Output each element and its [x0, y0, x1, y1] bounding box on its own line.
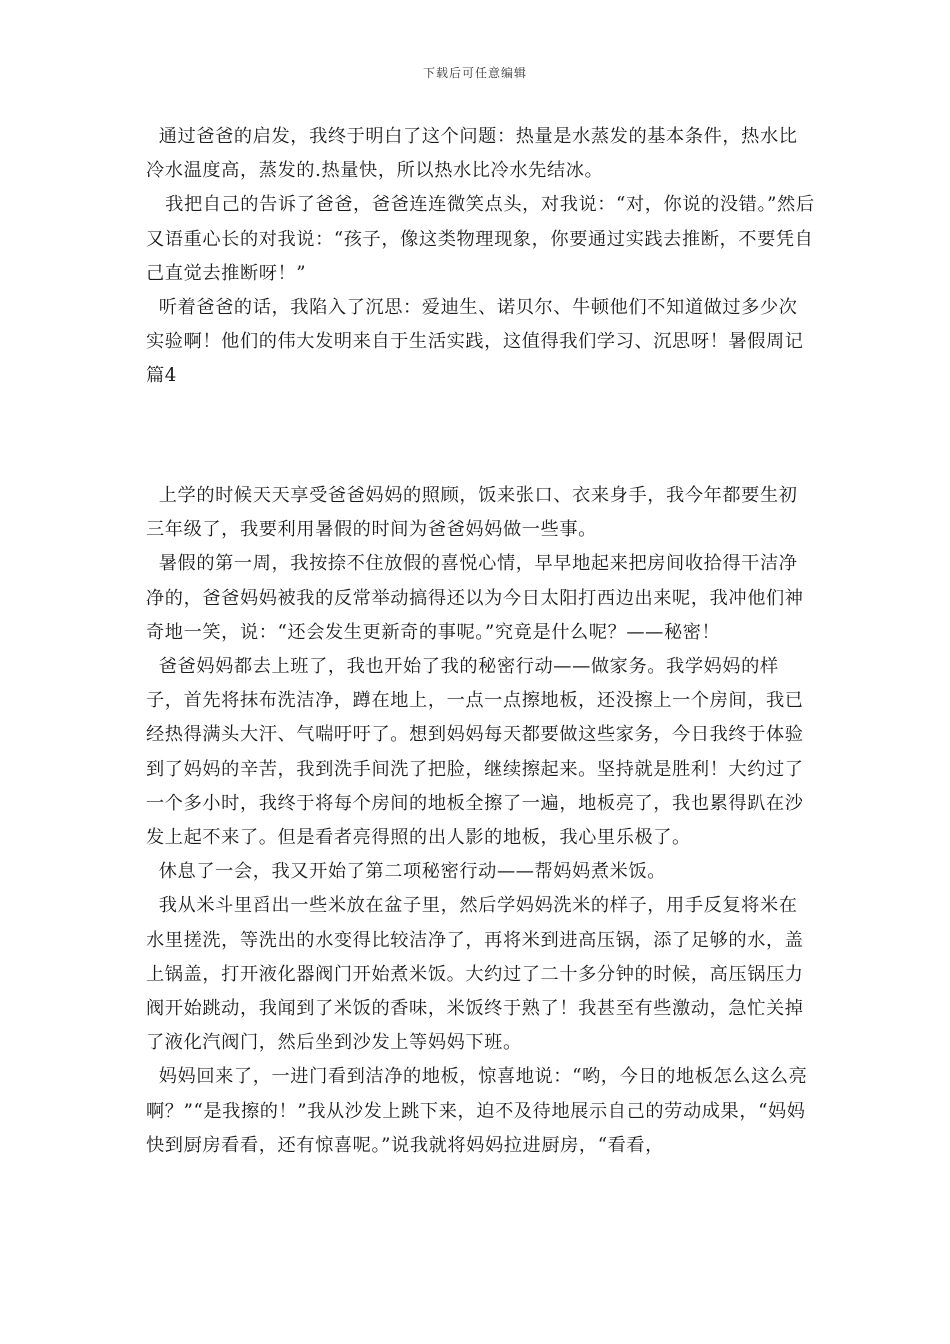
- text-section-2: [146, 479, 816, 1163]
- paragraph: 听着爸爸的话，我陷入了沉思：爱迪生、诺贝尔、牛顿他们不知道做过多少次实验啊！他们的伟大发明来自于生活实践，这值得我们学习、沉思呀！暑假周记 篇4: [146, 297, 817, 387]
- paragraph: 妈妈回来了，一进门看到洁净的地板，惊喜地说：“哟，今日的地板怎么这么亮啊？”“是我擦的！”我从沙发上跳下来，迫不及待地展示自己的劳动成果，“妈妈快到厨房看看，还有惊喜呢。”说我就将妈妈拉进厨房，“看看，: [146, 1066, 808, 1156]
- paragraph: 休息了一会，我又开始了第二项秘密行动——帮妈妈煮米饭。: [146, 861, 667, 883]
- paragraph: 上学的时候天天享受爸爸妈妈的照顾，饭来张口、衣来身手，我今年都要生初三年级了，我要利用暑假的时间为爸爸妈妈做一些事。: [146, 485, 798, 541]
- paragraph: 我把自己的告诉了爸爸，爸爸连连微笑点头，对我说：“对，你说的没错。”然后又语重心长的对我说：“孩子，像这类物理现象，你要通过实践去推断，不要凭自己直觉去推断呀！”: [146, 194, 815, 284]
- paragraph: 通过爸爸的启发，我终于明白了这个问题：热量是水蒸发的基本条件，热水比冷水温度高，蒸发的.热量快，所以热水比冷水先结冰。: [146, 126, 798, 182]
- paragraph: 暑假的第一周，我按捺不住放假的喜悦心情，早早地起来把房间收拾得干洁净净的，爸爸妈妈被我的反常举动搞得还以为今日太阳打西边出来呢，我冲他们神奇地一笑，说：“还会发生更新奇的事呢。”究竟是什么呢？——秘密！: [146, 553, 804, 643]
- page-header: 下载后可任意编辑: [422, 66, 527, 80]
- text-section-1: [146, 120, 816, 394]
- paragraph: 爸爸妈妈都去上班了，我也开始了我的秘密行动——做家务。我学妈妈的样子，首先将抹布洗洁净，蹲在地上，一点一点擦地板，还没擦上一个房间，我已经热得满头大汗、气喘吁吁了。想到妈妈每天都要做这些家务，今日我终于体验到了妈妈的辛苦，我到洗手间洗了把脸，继续擦起来。坚持就是胜利！大约过了一个多小时，我终于将每个房间的地板全擦了一遍，地板亮了，我也累得趴在沙发上起不来了。但是看者亮得照的出人影的地板，我心里乐极了。: [146, 656, 804, 849]
- paragraph: 我从米斗里舀出一些米放在盆子里，然后学妈妈洗米的样子，用手反复将米在水里搓洗，等洗出的水变得比较洁净了，再将米到进高压锅，添了足够的水，盖上锅盖，打开液化器阀门开始煮米饭。大约过了二十多分钟的时候，高压锅压力阀开始跳动，我闻到了米饭的香味，米饭终于熟了！我甚至有些激动，急忙关掉了液化汽阀门，然后坐到沙发上等妈妈下班。: [146, 895, 804, 1054]
